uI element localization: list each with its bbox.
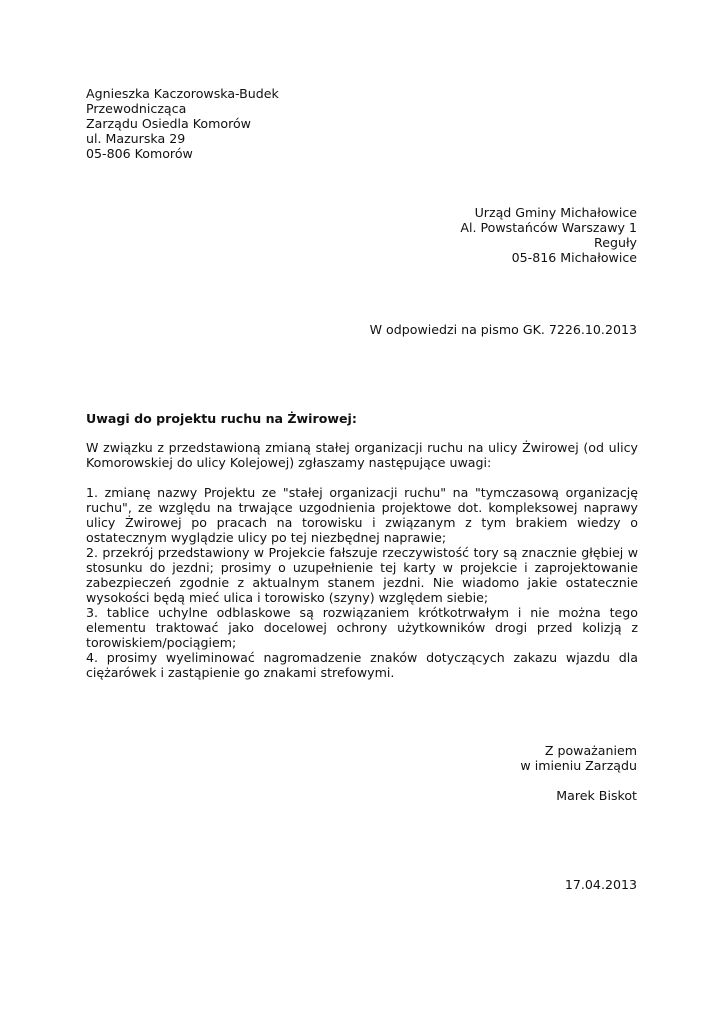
sender-street: ul. Mazurska 29 — [86, 131, 186, 146]
sender-name: Agnieszka Kaczorowska-Budek — [86, 86, 279, 101]
closing-on-behalf: w imieniu Zarządu — [520, 758, 637, 773]
remark-item: 1. zmianę nazwy Projektu ze "stałej organizacji ruchu" na "tymczasową organizację ruchu", ze względu na trwające uzgodnienia projektowe dot. kompleksowej naprawy ulicy Żwirowej po pracach na torowisku i związanym z tym brakiem wiedzy o ostatecznym wyglądzie ulicy po tej niezbędnej naprawie; — [86, 485, 638, 545]
sender-organization: Zarządu Osiedla Komorów — [86, 116, 251, 131]
closing-greeting: Z poważaniem — [544, 743, 637, 758]
recipient-locality: Reguły — [594, 235, 637, 250]
letter-subject: Uwagi do projektu ruchu na Żwirowej: — [86, 411, 357, 426]
remark-item: 4. prosimy wyeliminować nagromadzenie znaków dotyczących zakazu wjazdu dla ciężarówek i zastąpienie go znakami strefowymi. — [86, 650, 638, 680]
recipient-address — [317, 205, 637, 265]
closing-block — [337, 743, 637, 773]
recipient-city: 05-816 Michałowice — [511, 250, 637, 265]
remark-item: 2. przekrój przedstawiony w Projekcie fałszuje rzeczywistość tory są znacznie głębiej w stosunku do jezdni; prosimy o uzupełnienie tej karty w projekcie i zaprojektowanie zabezpieczeń zgodnie z aktualnym stanem jezdni. Nie wiadomo jakie ostatecznie wysokości będą mieć ulica i torowisko (szyny) względem siebie; — [86, 545, 638, 605]
signature-name: Marek Biskot — [556, 788, 637, 803]
sender-address — [86, 86, 386, 161]
recipient-street: Al. Powstańców Warszawy 1 — [460, 220, 637, 235]
remark-item: 3. tablice uchylne odblaskowe są rozwiązaniem krótkotrwałym i nie można tego elementu traktować jako docelowej ochrony użytkowników drogi przed kolizją z torowiskiem/pociągiem; — [86, 605, 638, 650]
remarks-list — [86, 485, 638, 680]
sender-role: Przewodnicząca — [86, 101, 187, 116]
letter-body — [86, 440, 638, 680]
letter-date: 17.04.2013 — [564, 877, 637, 892]
sender-city: 05-806 Komorów — [86, 146, 193, 161]
reference-line: W odpowiedzi na pismo GK. 7226.10.2013 — [369, 322, 637, 337]
recipient-name: Urząd Gminy Michałowice — [474, 205, 637, 220]
intro-paragraph: W związku z przedstawioną zmianą stałej organizacji ruchu na ulicy Żwirowej (od ulicy Komorowskiej do ulicy Kolejowej) zgłaszamy następujące uwagi: — [86, 440, 638, 470]
